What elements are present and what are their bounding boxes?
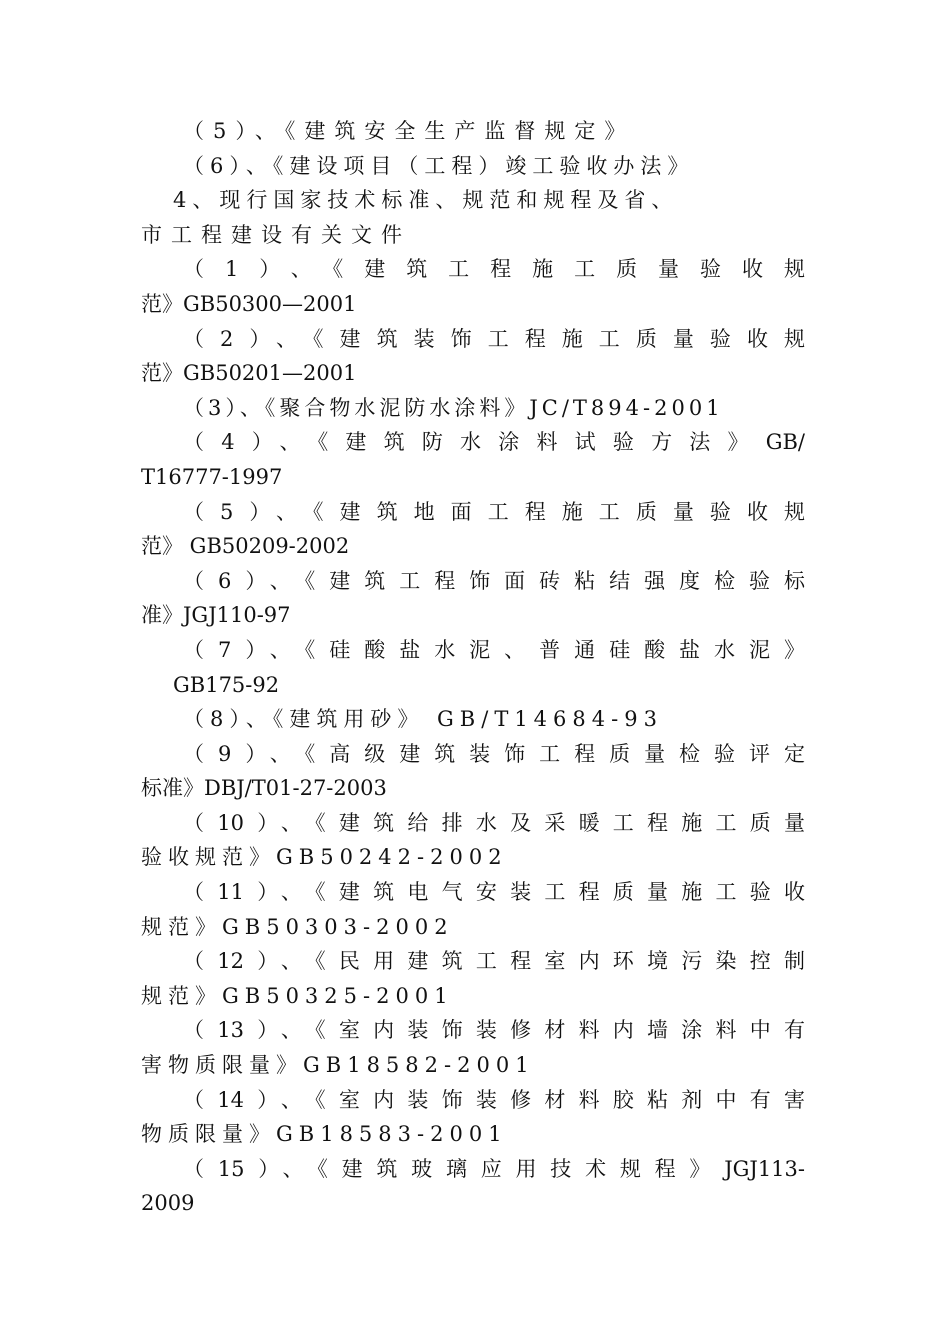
text-line: （8）、《建筑用砂》 GB/T14684-93 <box>183 707 663 732</box>
text-line: 范》GB50201—2001 <box>141 361 357 386</box>
text-line: （15）、《建筑玻璃应用技术规程》JGJ113- <box>183 1156 805 1181</box>
text-line: 害物质限量》GB18582-2001 <box>141 1053 535 1078</box>
text-line: T16777-1997 <box>141 464 283 489</box>
document-body <box>141 114 805 1221</box>
text-line: （11）、《建筑电气安装工程质量施工验收 <box>183 880 805 905</box>
text-line: （2）、《建筑装饰工程施工质量验收规 <box>183 326 805 351</box>
text-line: 验收规范》GB50242-2002 <box>141 845 508 870</box>
text-line: （12）、《民用建筑工程室内环境污染控制 <box>183 949 805 974</box>
text-line: 范》 GB50209-2002 <box>141 534 350 559</box>
text-line: 准》JGJ110-97 <box>141 603 291 628</box>
text-line: （10）、《建筑给排水及采暖工程施工质量 <box>183 810 805 835</box>
text-line: （5）、《建筑地面工程施工质量验收规 <box>183 499 805 524</box>
text-line: 规范》GB50303-2002 <box>141 914 454 939</box>
text-line: 标准》DBJ/T01-27-2003 <box>141 776 387 801</box>
text-line: （3）、《聚合物水泥防水涂料》JC/T894-2001 <box>183 395 724 420</box>
text-line: GB175-92 <box>173 672 280 697</box>
text-line: 规范》GB50325-2001 <box>141 983 454 1008</box>
text-line: （7）、《硅酸盐水泥、普通硅酸盐水泥》 <box>183 637 805 662</box>
text-line: （14）、《室内装饰装修材料胶粘剂中有害 <box>183 1087 805 1112</box>
text-line: 物质限量》GB18583-2001 <box>141 1122 508 1147</box>
text-line: （1）、《建筑工程施工质量验收规 <box>183 257 805 282</box>
text-line: （6）、《建筑工程饰面砖粘结强度检验标 <box>183 568 805 593</box>
text-line: （6）、《建设项目（工程）竣工验收办法》 <box>183 153 695 178</box>
text-line: （9）、《高级建筑装饰工程质量检验评定 <box>183 741 805 766</box>
text-line: 2009 <box>141 1191 195 1216</box>
text-line: 范》GB50300—2001 <box>141 291 357 316</box>
text-line: 4、现行国家技术标准、规范和规程及省、 <box>173 188 679 213</box>
text-line: （4）、《建筑防水涂料试验方法》GB/ <box>183 430 805 455</box>
text-line: （5）、《建筑安全生产监督规定》 <box>183 119 635 143</box>
text-line: 市工程建设有关文件 <box>141 222 411 247</box>
text-line: （13）、《室内装饰装修材料内墙涂料中有 <box>183 1018 805 1043</box>
